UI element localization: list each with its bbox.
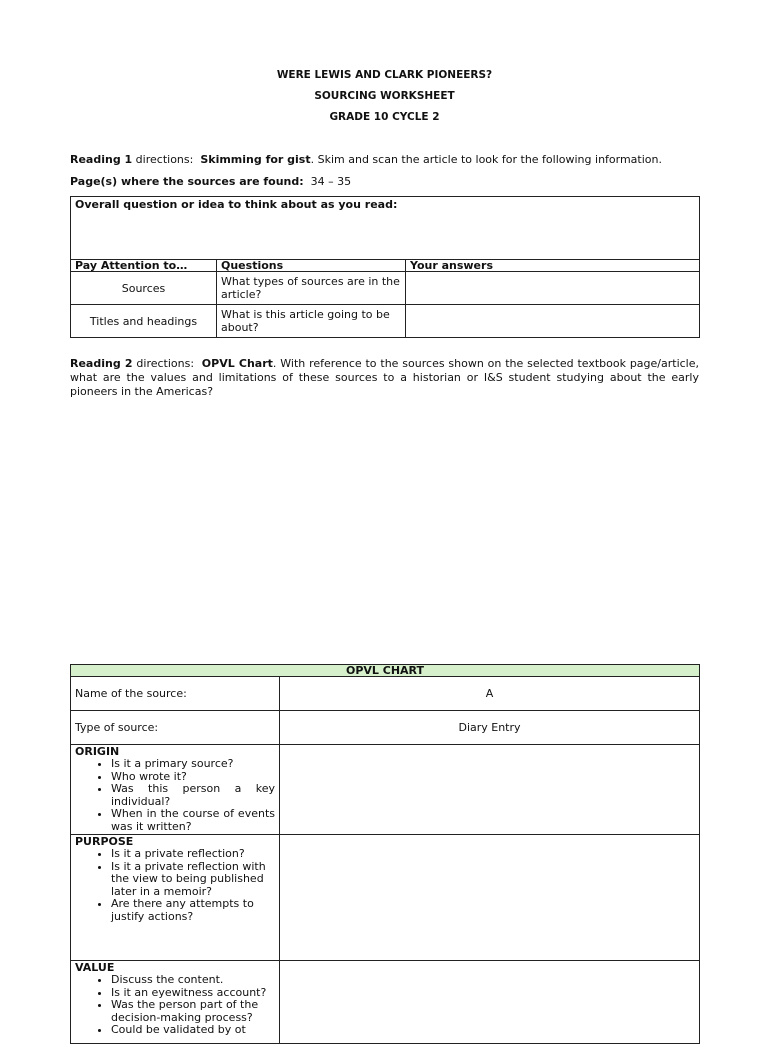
origin-answer-cell[interactable] xyxy=(280,745,700,835)
worksheet-title: WERE LEWIS AND CLARK PIONEERS? xyxy=(276,69,493,81)
reading2-directions xyxy=(70,357,699,399)
purpose-title: PURPOSE xyxy=(75,835,134,848)
attention-cell: Titles and headings xyxy=(71,305,217,338)
list-item: • Is it a primary source? xyxy=(111,758,275,771)
value-title: VALUE xyxy=(75,961,115,974)
question-cell: What is this article going to be about? xyxy=(217,305,406,338)
reading2-label: Reading 2 xyxy=(70,357,133,370)
list-item: • When in the course of events was it written? xyxy=(111,808,275,833)
reading1-label: Reading 1 xyxy=(70,153,133,166)
reading1-text: . Skim and scan the article to look for the following information. xyxy=(310,153,662,166)
origin-title: ORIGIN xyxy=(75,745,120,758)
overall-question-cell[interactable]: Overall question or idea to think about as you read: xyxy=(71,197,700,260)
source-name-value[interactable]: A xyxy=(280,677,700,711)
list-item: • Is it an eyewitness account? xyxy=(111,987,275,1000)
answer-cell[interactable] xyxy=(406,272,700,305)
origin-prompts xyxy=(71,745,280,835)
table-row xyxy=(71,305,700,338)
attention-cell: Sources xyxy=(71,272,217,305)
list-item: • Could be validated by ot xyxy=(111,1024,275,1037)
pages-label: Page(s) where the sources are found: xyxy=(70,175,304,188)
question-cell: What types of sources are in the article? xyxy=(217,272,406,305)
list-item: • Discuss the content. xyxy=(111,974,275,987)
reading-table xyxy=(70,196,700,338)
opvl-caption: OPVL CHART xyxy=(71,665,700,677)
worksheet-grade: GRADE 10 CYCLE 2 xyxy=(329,111,440,123)
reading2-task: OPVL Chart xyxy=(201,357,273,370)
header-pay-attention: Pay Attention to… xyxy=(71,260,217,272)
header-your-answers: Your answers xyxy=(406,260,700,272)
reading1-directions-word: directions: xyxy=(132,153,201,166)
header-questions: Questions xyxy=(217,260,406,272)
source-type-value[interactable]: Diary Entry xyxy=(280,711,700,745)
reading1-directions xyxy=(70,153,699,167)
value-answer-cell[interactable] xyxy=(280,961,700,1044)
list-item: • Are there any attempts to justify actions? xyxy=(111,898,275,923)
opvl-table xyxy=(70,664,700,1044)
answer-cell[interactable] xyxy=(406,305,700,338)
list-item: • Was this person a key individual? xyxy=(111,783,275,808)
list-item: • Was the person part of the decision-making process? xyxy=(111,999,275,1024)
pages-value: 34 – 35 xyxy=(310,175,352,188)
purpose-prompts xyxy=(71,835,280,961)
source-name-label: Name of the source: xyxy=(71,677,280,711)
list-item: • Who wrote it? xyxy=(111,771,275,784)
pages-line xyxy=(70,175,699,189)
reading1-task: Skimming for gist xyxy=(200,153,311,166)
list-item: • Is it a private reflection? xyxy=(111,848,275,861)
list-item: • Is it a private reflection with the view to being published later in a memoir? xyxy=(111,861,275,899)
reading2-text: . With reference to the sources shown on the selected textbook page/article, what are the values and limitations of these sources to a historian or I&S student studying about the early pioneers in the Americas? xyxy=(70,357,699,398)
purpose-answer-cell[interactable] xyxy=(280,835,700,961)
source-type-label: Type of source: xyxy=(71,711,280,745)
table-row xyxy=(71,272,700,305)
reading2-directions-word: directions: xyxy=(132,357,202,370)
worksheet-subtitle: SOURCING WORKSHEET xyxy=(314,90,455,102)
value-prompts xyxy=(71,961,280,1044)
